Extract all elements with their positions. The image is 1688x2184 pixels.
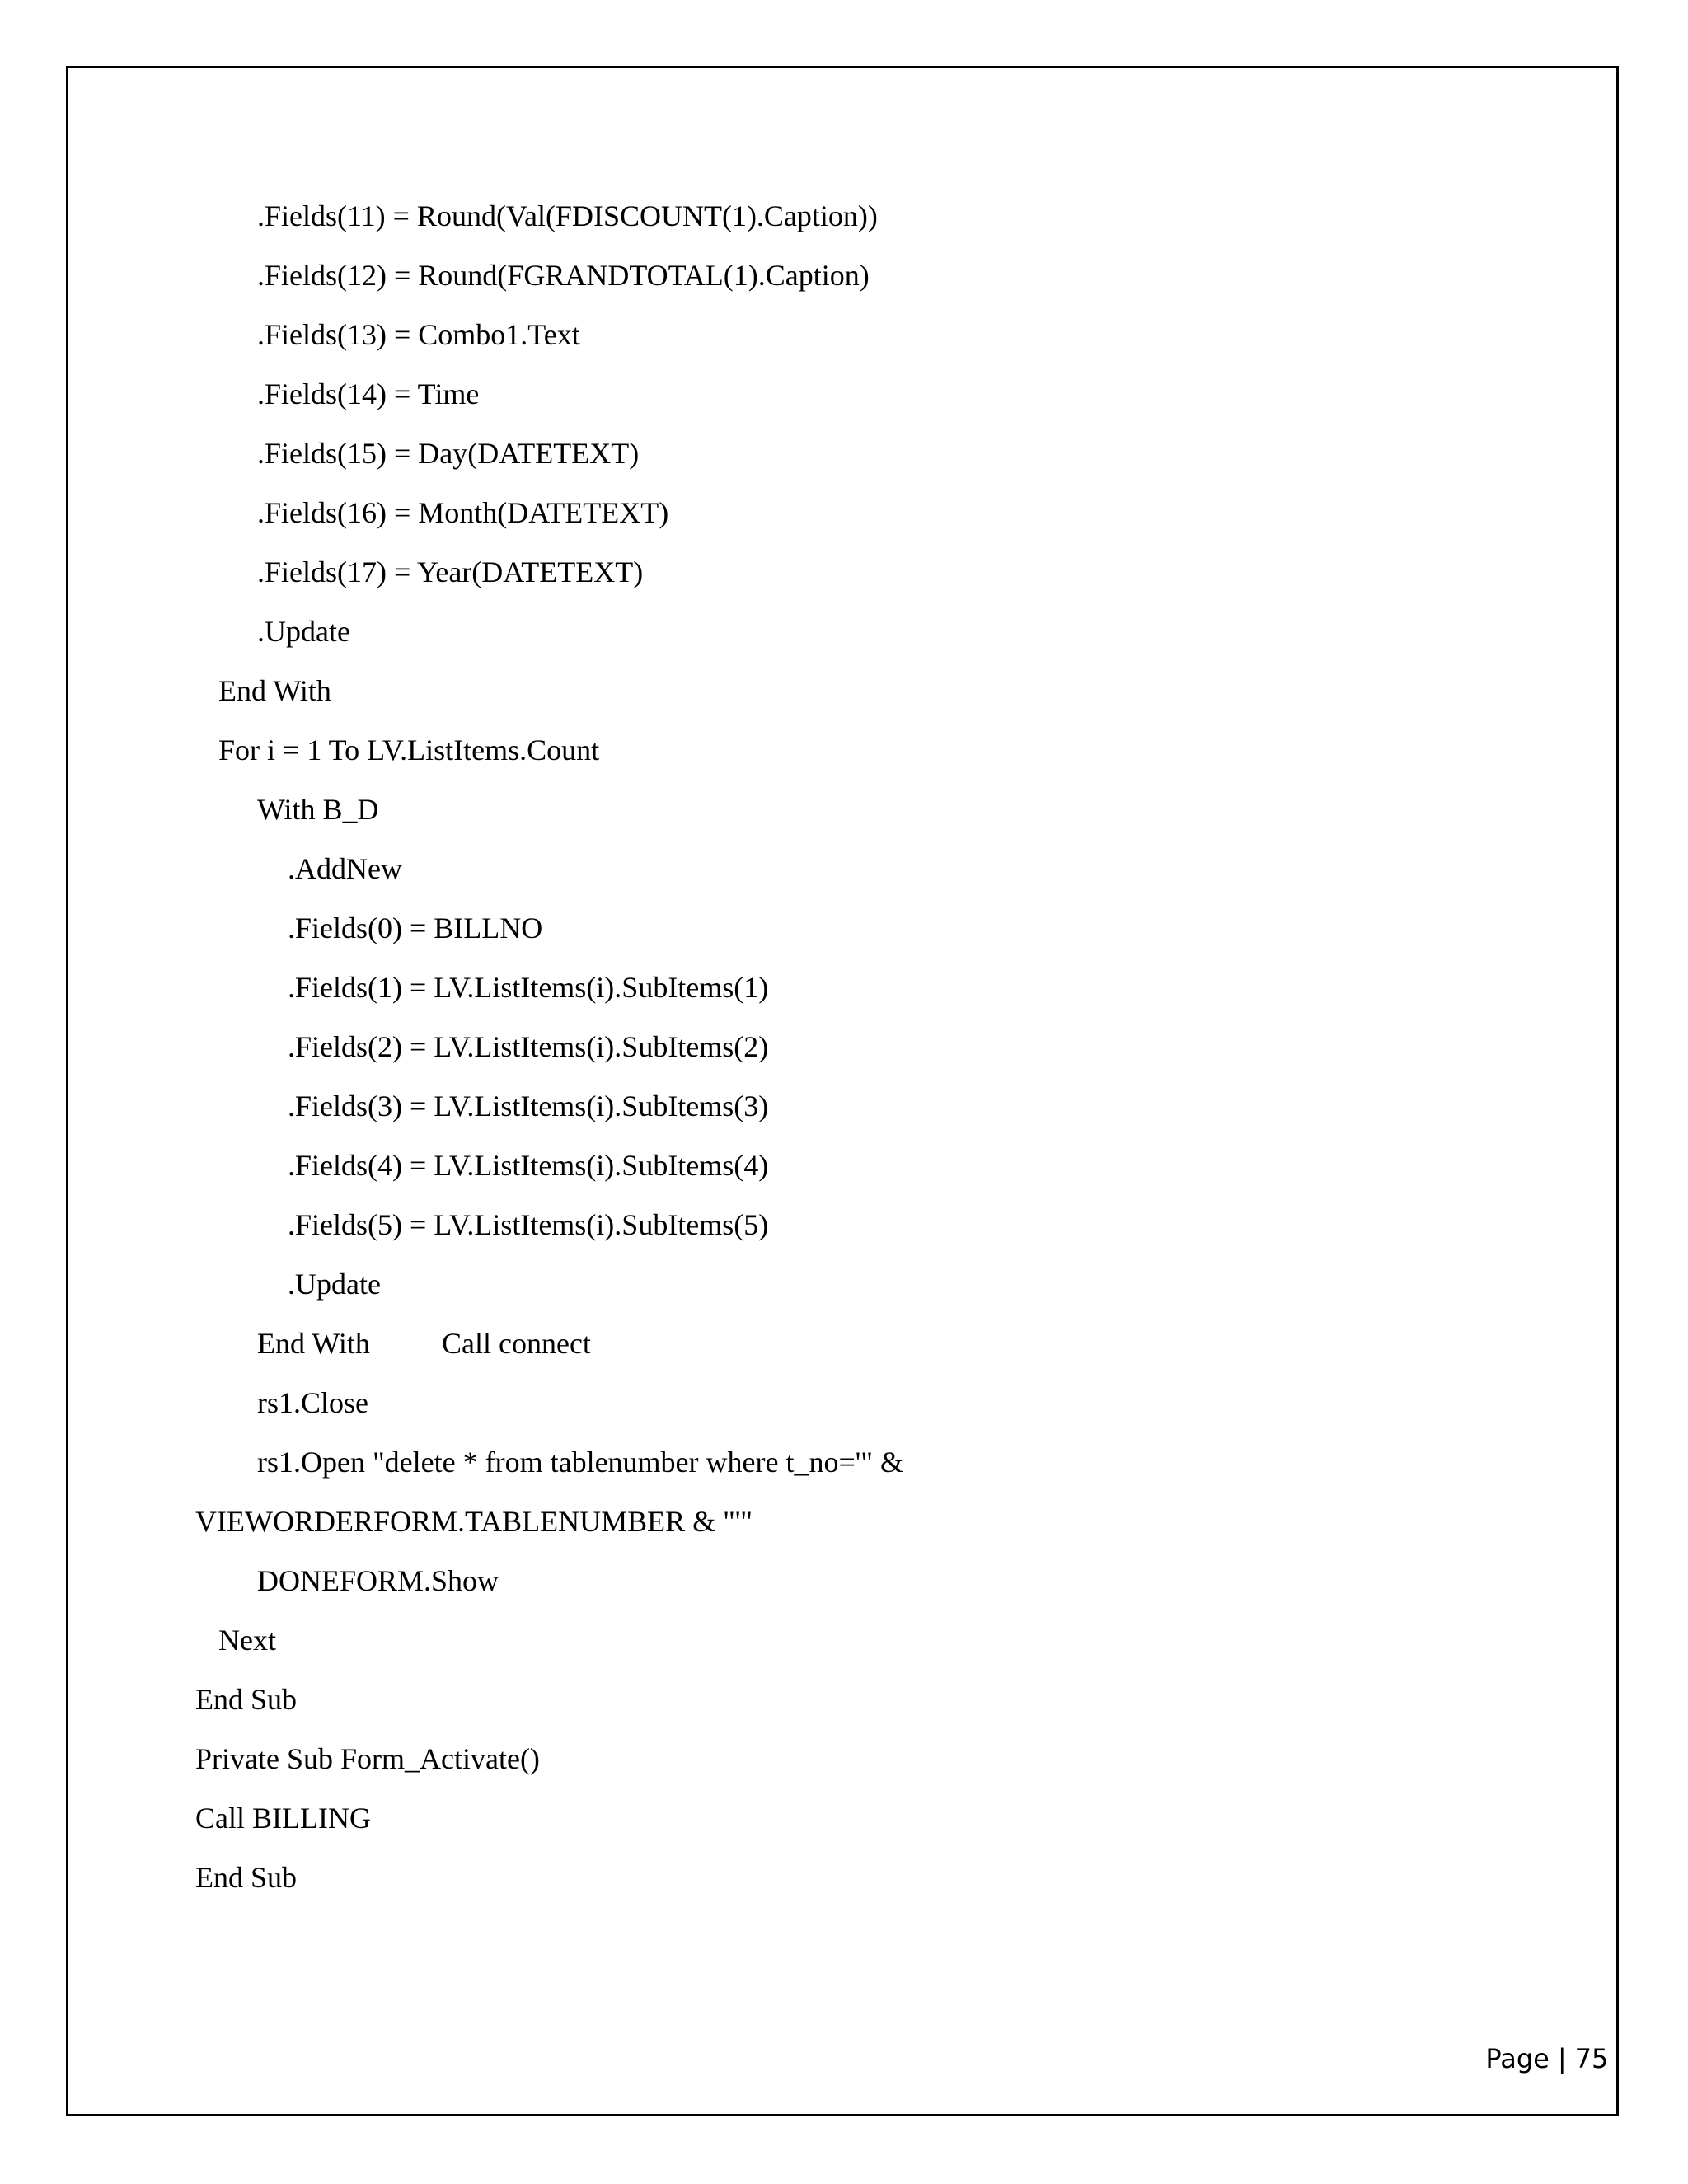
- code-line: .Fields(13) = Combo1.Text: [257, 318, 580, 351]
- code-line: For i = 1 To LV.ListItems.Count: [218, 733, 600, 766]
- page-number: [1469, 2009, 1608, 2075]
- code-line: End Sub: [195, 1861, 298, 1894]
- code-line: Next: [218, 1624, 276, 1657]
- code-line: .Fields(14) = Time: [257, 377, 480, 410]
- code-line: .Fields(11) = Round(Val(FDISCOUNT(1).Caption)): [257, 199, 878, 232]
- code-line: End With: [218, 674, 331, 707]
- code-line: .Update: [257, 615, 350, 648]
- code-line: VIEWORDERFORM.TABLENUMBER & "'": [195, 1505, 753, 1538]
- code-line: DONEFORM.Show: [257, 1564, 499, 1597]
- code-line: rs1.Open "delete * from tablenumber where t_no='" &: [257, 1446, 903, 1479]
- code-line: Private Sub Form_Activate(): [195, 1742, 540, 1775]
- code-line: .Fields(12) = Round(FGRANDTOTAL(1).Caption): [257, 259, 870, 292]
- page-number-value: 75: [1574, 2043, 1609, 2074]
- code-line: Call BILLING: [195, 1802, 371, 1835]
- code-line: Call connect: [442, 1327, 591, 1360]
- code-line: .AddNew: [288, 852, 402, 885]
- code-line: .Fields(5) = LV.ListItems(i).SubItems(5): [288, 1208, 769, 1241]
- code-line: .Fields(2) = LV.ListItems(i).SubItems(2): [288, 1030, 769, 1063]
- code-line: .Update: [288, 1268, 381, 1301]
- code-line: .Fields(16) = Month(DATETEXT): [257, 496, 669, 529]
- code-line: .Fields(0) = BILLNO: [288, 912, 543, 944]
- code-line: .Fields(3) = LV.ListItems(i).SubItems(3): [288, 1090, 769, 1122]
- code-line: .Fields(1) = LV.ListItems(i).SubItems(1): [288, 971, 769, 1004]
- code-line: rs1.Close: [257, 1386, 368, 1419]
- code-line: .Fields(17) = Year(DATETEXT): [257, 555, 644, 588]
- code-line: .Fields(15) = Day(DATETEXT): [257, 437, 640, 470]
- code-line: End With: [257, 1327, 370, 1360]
- code-line: With B_D: [257, 793, 379, 826]
- page-separator: |: [1557, 2043, 1567, 2074]
- code-line: End Sub: [195, 1683, 298, 1716]
- code-line: .Fields(4) = LV.ListItems(i).SubItems(4): [288, 1149, 769, 1182]
- page-label: Page: [1485, 2043, 1550, 2074]
